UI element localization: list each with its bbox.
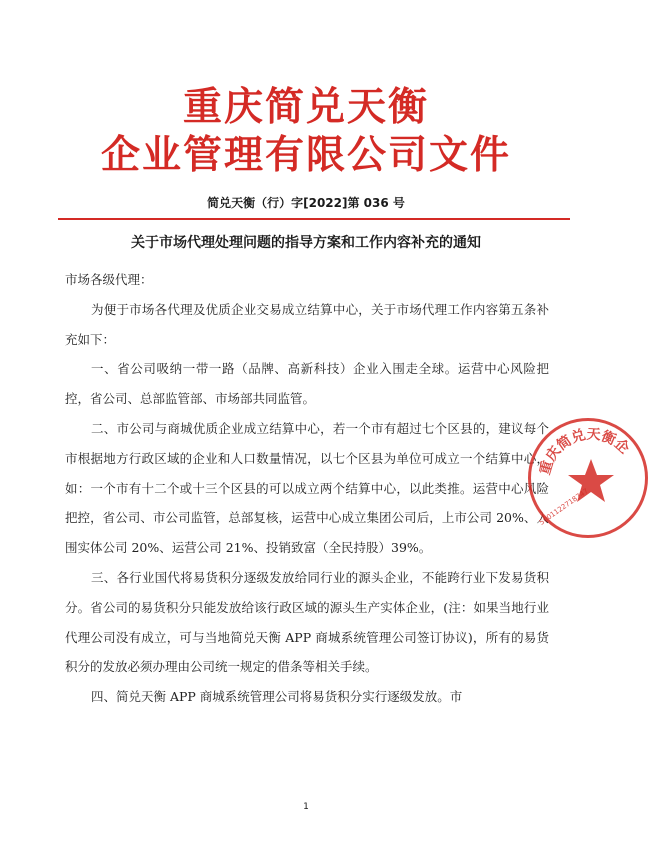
svg-text:重庆简兑天衡企 [536,426,632,477]
document-header-title-line1: 重庆简兑天衡 [182,85,429,130]
company-seal-stamp [528,418,648,538]
document-body [65,265,549,712]
document-number: 简兑天衡（行）字[2022]第 036 号 [207,196,405,210]
paragraph-item-4: 四、简兑天衡 APP 商城系统管理公司将易货积分实行逐级发放。市 [91,689,463,705]
document-subject: 关于市场代理处理问题的指导方案和工作内容补充的通知 [131,235,481,251]
paragraph-intro: 为便于市场各代理及优质企业交易成立结算中心，关于市场代理工作内容第五条补充如下： [65,301,549,347]
page-number: 1 [303,802,309,812]
seal-serial-text: 5001122718747 [537,486,590,527]
seal-arc-text: 重庆简兑天衡企 [537,426,633,477]
document-header-title-line2: 企业管理有限公司文件 [100,133,511,178]
header-divider [58,218,570,220]
paragraph-item-3: 三、各行业国代将易货积分逐级发放给同行业的源头企业，不能跨行业下发易货积分。省公司的易货积分只能发放给该行政区域的源头生产实体企业，(注：如果当地行业代理公司没有成立，可与当地简兑天衡 APP 商城系统管理公司签订协议)，所有的易货积分的发放必须办理由公司统一规定的借条等相关手续。 [65,569,549,675]
paragraph-item-1: 一、省公司吸纳一带一路（品牌、高新科技）企业入围走全球。运营中心风险把控，省公司、总部监管部、市场部共同监管。 [65,361,549,407]
seal-graphic-icon [531,421,651,541]
salutation: 市场各级代理： [65,272,153,287]
paragraph-item-2: 二、市公司与商城优质企业成立结算中心，若一个市有超过七个区县的，建议每个市根据地方行政区域的企业和人口数量情况，以七个区县为单位可成立一个结算中心，如：一个市有十二个或十三个区县的可以成立两个结算中心，以此类推。运营中心风险把控，省公司、市公司监管，总部复核，运营中心成立集团公司后，上市公司 20%、入围实体公司 20%、运营公司 21%、投销致富（全民持股）39%。 [65,420,549,556]
